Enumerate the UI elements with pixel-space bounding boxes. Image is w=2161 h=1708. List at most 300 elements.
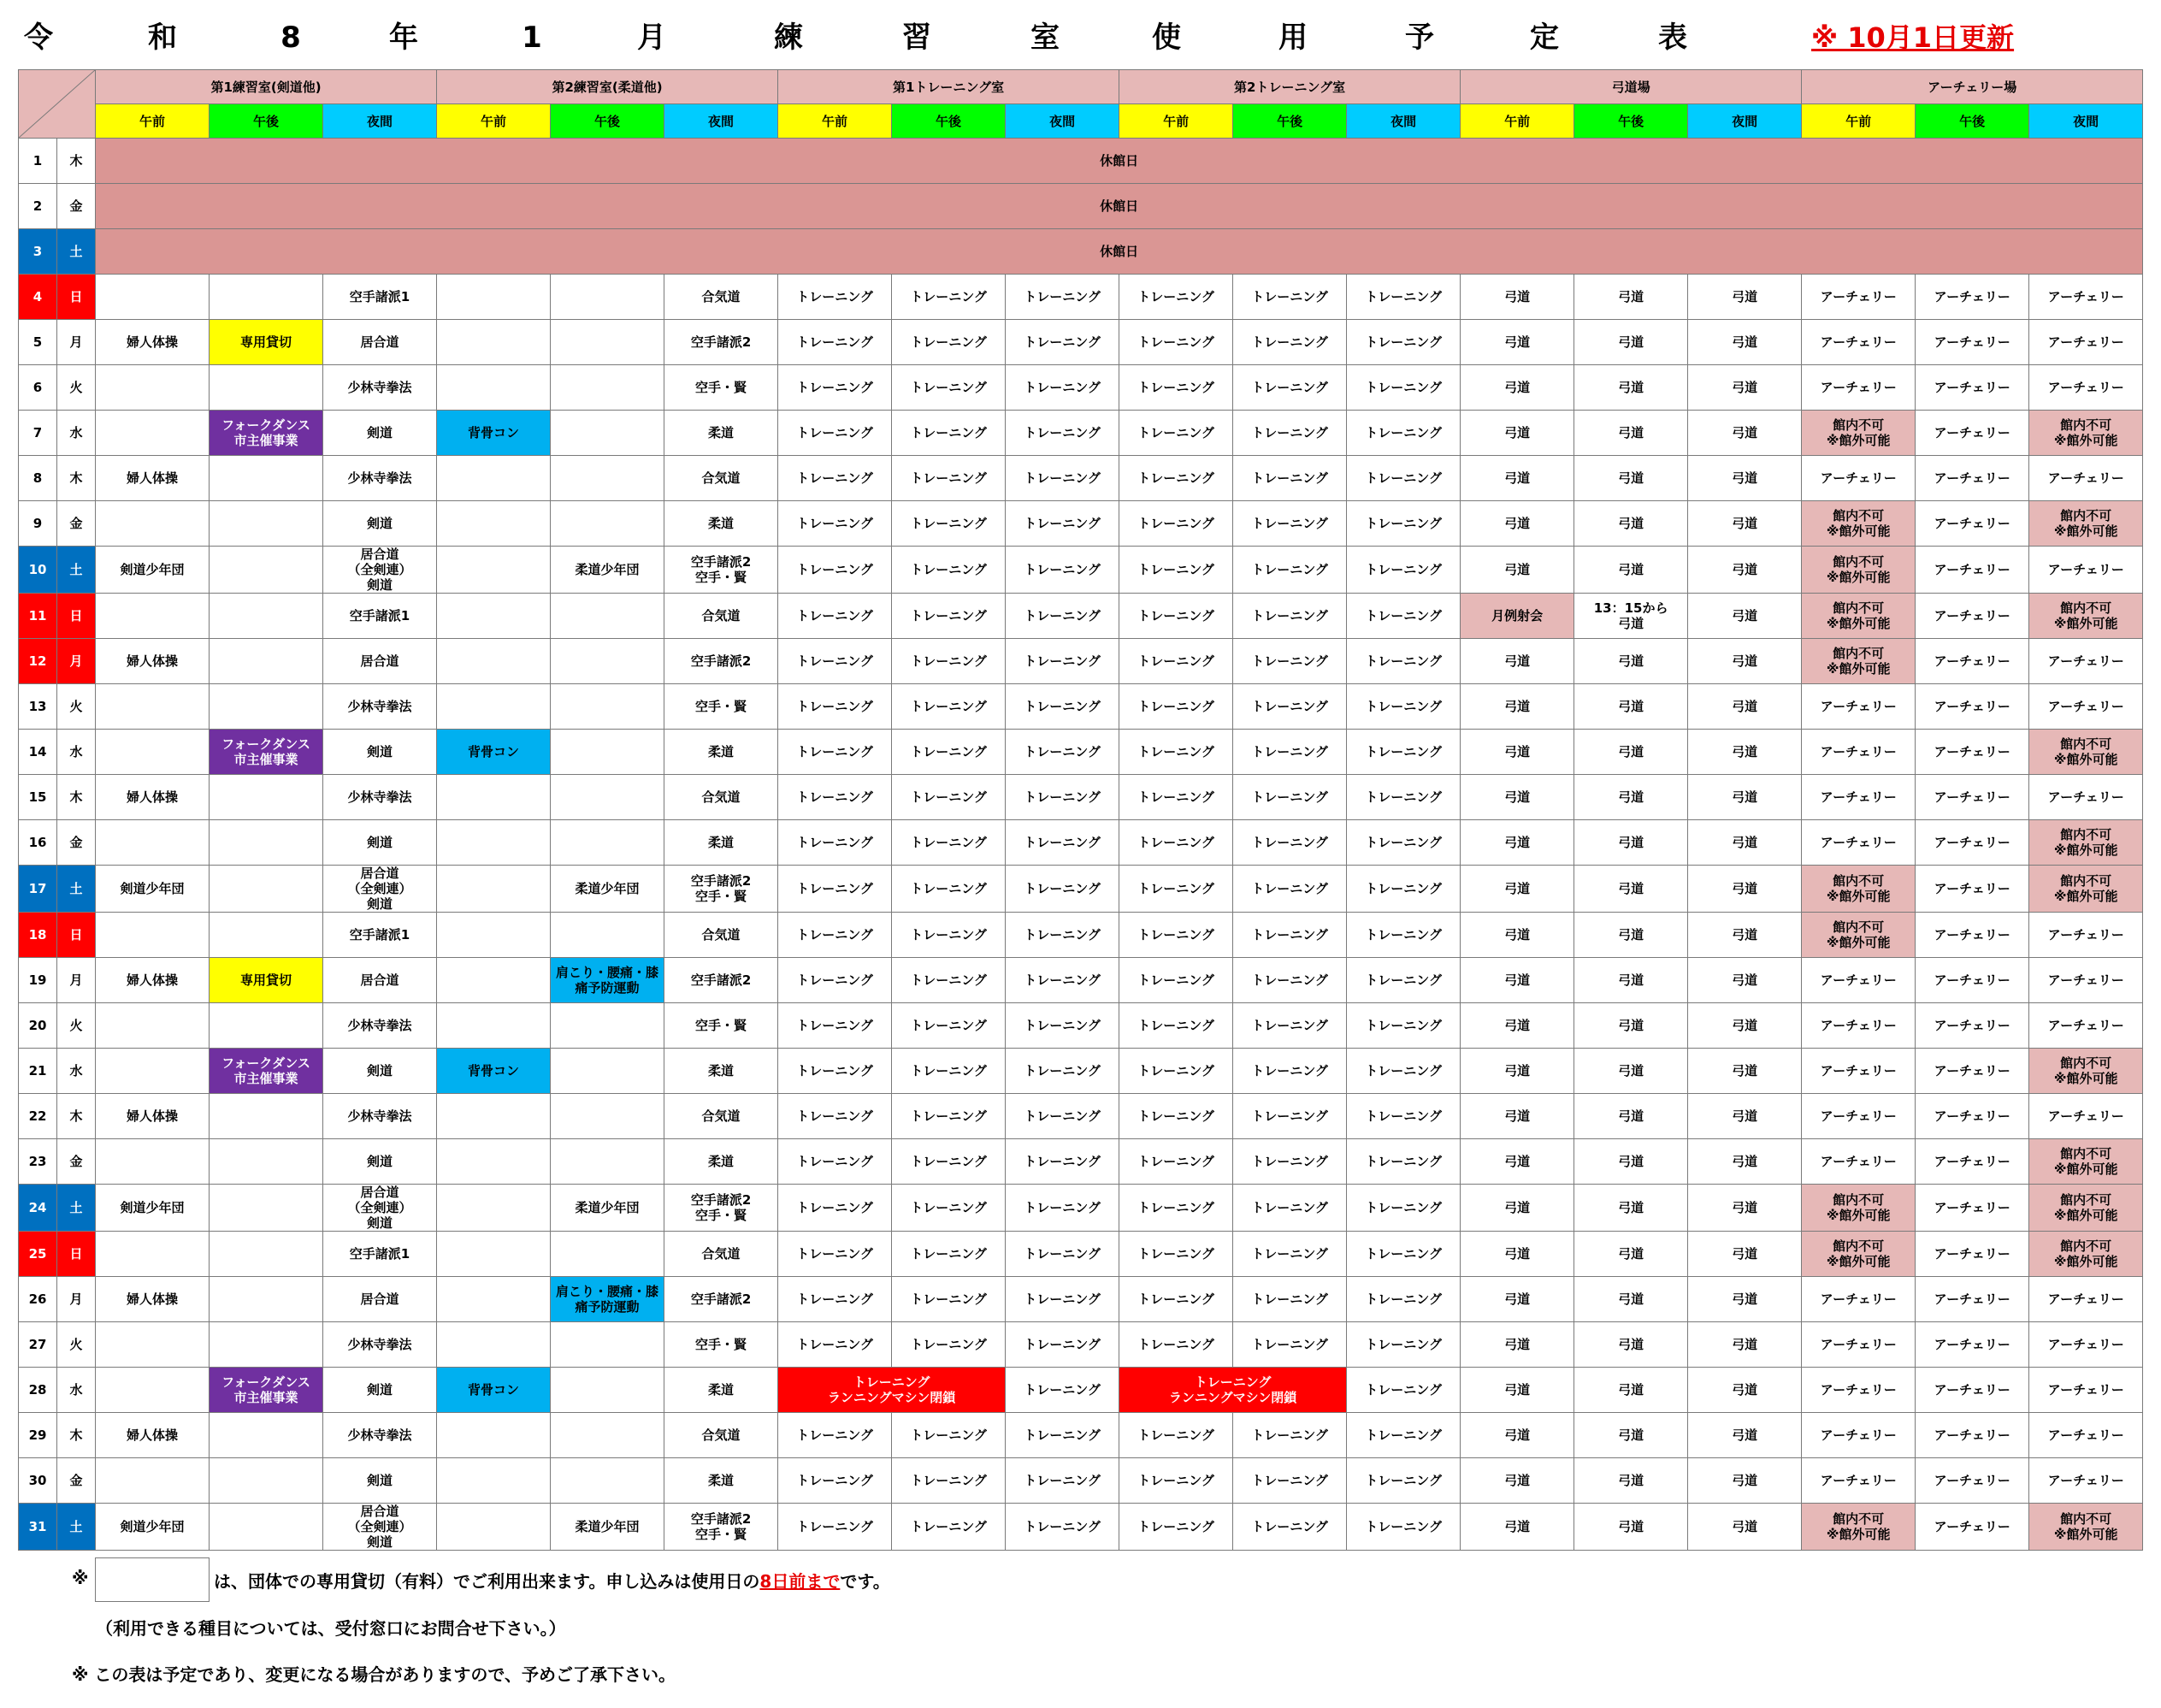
schedule-cell: アーチェリー	[1916, 1049, 2029, 1094]
schedule-cell: トレーニング	[892, 1049, 1006, 1094]
schedule-cell: 弓道	[1461, 913, 1574, 958]
schedule-cell: フォークダンス 市主催事業	[210, 1049, 323, 1094]
schedule-cell: 弓道	[1461, 320, 1574, 365]
period-header: 午後	[1233, 104, 1347, 139]
schedule-cell: 剣道	[323, 1049, 437, 1094]
schedule-cell	[551, 456, 664, 501]
schedule-cell: アーチェリー	[1802, 958, 1916, 1003]
title-char: 用	[1278, 21, 1308, 55]
schedule-cell: 館内不可 ※館外可能	[1802, 866, 1916, 913]
diagonal-line-icon	[19, 70, 95, 138]
schedule-cell: アーチェリー	[1802, 456, 1916, 501]
schedule-cell: トレーニング	[778, 1322, 892, 1368]
corner-cell	[19, 70, 96, 139]
schedule-cell: 剣道	[323, 730, 437, 775]
schedule-cell: 居合道 （全剣連） 剣道	[323, 1185, 437, 1232]
schedule-cell	[551, 1368, 664, 1413]
schedule-cell: 剣道少年団	[96, 866, 210, 913]
schedule-cell: トレーニング	[892, 775, 1006, 820]
schedule-cell	[437, 958, 551, 1003]
schedule-cell: トレーニング	[1006, 320, 1119, 365]
schedule-cell: 少林寺拳法	[323, 365, 437, 411]
schedule-table	[18, 69, 2143, 1551]
title-char: 年	[389, 21, 418, 55]
weekday: 日	[57, 275, 96, 320]
schedule-cell: トレーニング	[892, 365, 1006, 411]
schedule-cell: 少林寺拳法	[323, 1094, 437, 1139]
schedule-cell	[210, 275, 323, 320]
schedule-cell: トレーニング	[892, 1232, 1006, 1277]
schedule-cell	[210, 1003, 323, 1049]
schedule-cell: 合気道	[664, 1413, 778, 1458]
day-row	[19, 1185, 2143, 1232]
schedule-cell: 弓道	[1688, 1185, 1802, 1232]
title-char: 使	[1152, 21, 1181, 55]
schedule-cell: 弓道	[1574, 684, 1688, 730]
schedule-cell: 剣道少年団	[96, 1504, 210, 1551]
schedule-cell: アーチェリー	[1916, 913, 2029, 958]
schedule-cell: 弓道	[1461, 365, 1574, 411]
weekday: 月	[57, 958, 96, 1003]
schedule-cell	[551, 639, 664, 684]
schedule-cell	[551, 1139, 664, 1185]
room-header: 第2練習室(柔道他)	[437, 70, 778, 104]
schedule-cell: 弓道	[1461, 820, 1574, 866]
day-row	[19, 1003, 2143, 1049]
schedule-cell: トレーニング	[778, 411, 892, 456]
schedule-cell: 弓道	[1574, 1413, 1688, 1458]
schedule-cell: 柔道	[664, 501, 778, 547]
day-number: 26	[19, 1277, 57, 1322]
period-header: 夜間	[1688, 104, 1802, 139]
schedule-cell: 弓道	[1461, 411, 1574, 456]
weekday: 火	[57, 365, 96, 411]
day-number: 25	[19, 1232, 57, 1277]
schedule-cell: トレーニング	[778, 913, 892, 958]
day-number: 21	[19, 1049, 57, 1094]
room-header: アーチェリー場	[1802, 70, 2143, 104]
weekday: 土	[57, 1504, 96, 1551]
schedule-cell: トレーニング	[1233, 1049, 1347, 1094]
schedule-cell: アーチェリー	[2029, 365, 2143, 411]
schedule-cell: トレーニング	[1119, 1413, 1233, 1458]
schedule-cell: アーチェリー	[2029, 958, 2143, 1003]
schedule-cell: 婦人体操	[96, 1413, 210, 1458]
schedule-cell	[96, 275, 210, 320]
schedule-cell: 弓道	[1574, 1368, 1688, 1413]
schedule-cell: トレーニング	[892, 547, 1006, 594]
schedule-cell: アーチェリー	[2029, 1003, 2143, 1049]
schedule-cell: トレーニング	[892, 411, 1006, 456]
day-row	[19, 547, 2143, 594]
schedule-cell: トレーニング	[778, 1504, 892, 1551]
day-number: 30	[19, 1458, 57, 1504]
schedule-cell	[551, 1003, 664, 1049]
schedule-cell: アーチェリー	[1916, 1504, 2029, 1551]
schedule-cell: 婦人体操	[96, 639, 210, 684]
schedule-cell: 館内不可 ※館外可能	[1802, 1232, 1916, 1277]
schedule-cell: トレーニング	[1347, 1049, 1461, 1094]
schedule-cell: 弓道	[1688, 958, 1802, 1003]
schedule-cell: トレーニング	[1233, 1139, 1347, 1185]
schedule-cell: 弓道	[1688, 820, 1802, 866]
schedule-cell: 弓道	[1461, 1003, 1574, 1049]
day-number: 3	[19, 229, 57, 275]
schedule-cell	[210, 775, 323, 820]
schedule-cell: アーチェリー	[1916, 1458, 2029, 1504]
weekday: 木	[57, 1094, 96, 1139]
schedule-cell: 弓道	[1688, 547, 1802, 594]
schedule-cell	[210, 456, 323, 501]
weekday: 土	[57, 547, 96, 594]
schedule-cell: トレーニング	[1233, 913, 1347, 958]
schedule-cell: アーチェリー	[1916, 1277, 2029, 1322]
schedule-cell: トレーニング	[1233, 1232, 1347, 1277]
schedule-cell: アーチェリー	[2029, 1413, 2143, 1458]
schedule-cell: トレーニング	[1233, 594, 1347, 639]
schedule-cell: アーチェリー	[1916, 411, 2029, 456]
schedule-cell: トレーニング	[892, 1094, 1006, 1139]
schedule-cell: トレーニング	[1347, 594, 1461, 639]
schedule-cell: 館内不可 ※館外可能	[1802, 639, 1916, 684]
schedule-cell: トレーニング	[1347, 456, 1461, 501]
schedule-cell	[437, 1185, 551, 1232]
schedule-cell: トレーニング	[1233, 866, 1347, 913]
schedule-cell	[551, 684, 664, 730]
schedule-cell: トレーニング	[1119, 456, 1233, 501]
schedule-cell: トレーニング	[892, 594, 1006, 639]
schedule-cell: 弓道	[1688, 1277, 1802, 1322]
schedule-cell: アーチェリー	[2029, 1094, 2143, 1139]
schedule-cell: トレーニング	[892, 1277, 1006, 1322]
footer-line-1-end: です。	[840, 1571, 890, 1592]
schedule-cell: 弓道	[1574, 1049, 1688, 1094]
schedule-cell	[96, 1049, 210, 1094]
schedule-cell: 剣道	[323, 820, 437, 866]
period-header: 午前	[96, 104, 210, 139]
schedule-cell: 弓道	[1574, 820, 1688, 866]
schedule-cell	[551, 501, 664, 547]
schedule-cell: トレーニング	[1233, 820, 1347, 866]
closed-day-cell: 休館日	[96, 184, 2143, 229]
schedule-cell: トレーニング	[892, 1504, 1006, 1551]
schedule-cell: 弓道	[1574, 1504, 1688, 1551]
schedule-cell: トレーニング	[892, 684, 1006, 730]
schedule-cell: 弓道	[1461, 1368, 1574, 1413]
schedule-cell	[437, 1322, 551, 1368]
schedule-cell: 館内不可 ※館外可能	[1802, 411, 1916, 456]
day-row	[19, 1232, 2143, 1277]
schedule-cell: 柔道	[664, 1368, 778, 1413]
day-row	[19, 684, 2143, 730]
schedule-cell	[437, 1232, 551, 1277]
day-number: 18	[19, 913, 57, 958]
day-number: 17	[19, 866, 57, 913]
schedule-cell: アーチェリー	[2029, 456, 2143, 501]
schedule-cell: 弓道	[1688, 411, 1802, 456]
schedule-cell: トレーニング	[1006, 958, 1119, 1003]
schedule-cell: トレーニング	[778, 684, 892, 730]
schedule-cell: トレーニング	[892, 501, 1006, 547]
schedule-cell: トレーニング	[1233, 320, 1347, 365]
period-header: 午前	[1119, 104, 1233, 139]
schedule-cell: トレーニング ランニングマシン閉鎖	[1119, 1368, 1347, 1413]
schedule-cell: 弓道	[1461, 1504, 1574, 1551]
schedule-cell: 柔道	[664, 1139, 778, 1185]
schedule-cell: 館内不可 ※館外可能	[2029, 594, 2143, 639]
schedule-cell: トレーニング	[1119, 1094, 1233, 1139]
period-header: 午前	[437, 104, 551, 139]
schedule-cell	[551, 1458, 664, 1504]
schedule-cell: トレーニング	[1006, 1322, 1119, 1368]
day-row	[19, 184, 2143, 229]
period-header: 午前	[1802, 104, 1916, 139]
schedule-cell: 弓道	[1461, 547, 1574, 594]
schedule-cell: 弓道	[1574, 639, 1688, 684]
day-number: 7	[19, 411, 57, 456]
schedule-cell: 弓道	[1574, 866, 1688, 913]
schedule-cell	[437, 820, 551, 866]
schedule-cell: 弓道	[1574, 275, 1688, 320]
schedule-cell: トレーニング	[1233, 275, 1347, 320]
schedule-cell: トレーニング	[1233, 1322, 1347, 1368]
day-row	[19, 730, 2143, 775]
period-header: 夜間	[323, 104, 437, 139]
schedule-cell: トレーニング	[1347, 320, 1461, 365]
schedule-cell: トレーニング	[892, 958, 1006, 1003]
schedule-cell: 弓道	[1688, 1368, 1802, 1413]
day-number: 20	[19, 1003, 57, 1049]
day-row	[19, 275, 2143, 320]
day-row	[19, 1277, 2143, 1322]
schedule-cell: 弓道	[1461, 730, 1574, 775]
schedule-cell: アーチェリー	[1916, 547, 2029, 594]
schedule-cell: 婦人体操	[96, 320, 210, 365]
schedule-cell	[210, 1185, 323, 1232]
period-header: 夜間	[664, 104, 778, 139]
period-header: 夜間	[2029, 104, 2143, 139]
schedule-cell: トレーニング	[1119, 547, 1233, 594]
schedule-cell: トレーニング	[1347, 913, 1461, 958]
period-header: 午後	[210, 104, 323, 139]
schedule-cell: トレーニング	[1347, 730, 1461, 775]
schedule-cell: トレーニング	[778, 1094, 892, 1139]
schedule-cell: 弓道	[1688, 1094, 1802, 1139]
schedule-cell: トレーニング	[1233, 411, 1347, 456]
schedule-cell: トレーニング	[778, 866, 892, 913]
schedule-cell: トレーニング	[1233, 958, 1347, 1003]
day-row	[19, 501, 2143, 547]
schedule-cell: トレーニング	[1347, 1003, 1461, 1049]
weekday: 木	[57, 775, 96, 820]
schedule-cell: 肩こり・腰痛・膝痛予防運動	[551, 1277, 664, 1322]
schedule-cell: 弓道	[1688, 730, 1802, 775]
weekday: 木	[57, 1413, 96, 1458]
day-row	[19, 1413, 2143, 1458]
schedule-cell: アーチェリー	[1916, 1413, 2029, 1458]
schedule-cell: トレーニング	[1347, 1094, 1461, 1139]
schedule-cell: 弓道	[1688, 275, 1802, 320]
weekday: 火	[57, 684, 96, 730]
schedule-cell: 居合道 （全剣連） 剣道	[323, 1504, 437, 1551]
schedule-cell: 合気道	[664, 1094, 778, 1139]
day-number: 13	[19, 684, 57, 730]
schedule-cell: 少林寺拳法	[323, 1413, 437, 1458]
schedule-cell: 背骨コン	[437, 411, 551, 456]
schedule-cell	[96, 1322, 210, 1368]
schedule-cell: トレーニング	[1347, 1277, 1461, 1322]
schedule-cell	[96, 365, 210, 411]
schedule-cell: 婦人体操	[96, 1277, 210, 1322]
title-char: 習	[902, 21, 931, 55]
schedule-cell: 柔道	[664, 1049, 778, 1094]
schedule-cell: 弓道	[1688, 1458, 1802, 1504]
schedule-cell: 弓道	[1461, 1139, 1574, 1185]
weekday: 水	[57, 1368, 96, 1413]
schedule-cell: トレーニング	[1347, 275, 1461, 320]
schedule-cell: トレーニング	[1233, 730, 1347, 775]
schedule-cell: アーチェリー	[1916, 1139, 2029, 1185]
schedule-cell: 剣道少年団	[96, 1185, 210, 1232]
schedule-cell: トレーニング	[1006, 1368, 1119, 1413]
schedule-cell: トレーニング	[1119, 275, 1233, 320]
day-row	[19, 820, 2143, 866]
schedule-cell: トレーニング	[778, 1049, 892, 1094]
day-number: 11	[19, 594, 57, 639]
schedule-cell	[210, 1322, 323, 1368]
schedule-cell: トレーニング	[1233, 1094, 1347, 1139]
schedule-cell: アーチェリー	[1802, 730, 1916, 775]
weekday: 火	[57, 1322, 96, 1368]
schedule-cell: 空手諸派2 空手・賢	[664, 547, 778, 594]
schedule-cell: アーチェリー	[2029, 275, 2143, 320]
schedule-cell: トレーニング	[778, 1139, 892, 1185]
schedule-cell: トレーニング	[1233, 365, 1347, 411]
schedule-cell: 弓道	[1574, 1185, 1688, 1232]
schedule-cell	[96, 501, 210, 547]
weekday: 土	[57, 229, 96, 275]
weekday: 土	[57, 1185, 96, 1232]
schedule-cell: アーチェリー	[1802, 1413, 1916, 1458]
schedule-cell	[551, 820, 664, 866]
schedule-cell: トレーニング	[1006, 775, 1119, 820]
schedule-cell: 合気道	[664, 775, 778, 820]
schedule-cell: 館内不可 ※館外可能	[2029, 866, 2143, 913]
day-row	[19, 594, 2143, 639]
schedule-cell: アーチェリー	[2029, 684, 2143, 730]
schedule-cell: アーチェリー	[1802, 1277, 1916, 1322]
schedule-cell: トレーニング	[1347, 1185, 1461, 1232]
schedule-cell: トレーニング	[1119, 775, 1233, 820]
day-number: 27	[19, 1322, 57, 1368]
schedule-cell: アーチェリー	[1916, 684, 2029, 730]
schedule-cell: トレーニング	[1347, 1232, 1461, 1277]
day-number: 1	[19, 139, 57, 184]
schedule-cell: トレーニング	[1233, 1458, 1347, 1504]
schedule-cell: 合気道	[664, 913, 778, 958]
schedule-cell	[437, 1139, 551, 1185]
schedule-cell: 空手諸派1	[323, 594, 437, 639]
schedule-cell: トレーニング	[778, 958, 892, 1003]
schedule-cell: アーチェリー	[1916, 1003, 2029, 1049]
schedule-cell: トレーニング	[778, 1232, 892, 1277]
room-header: 弓道場	[1461, 70, 1802, 104]
schedule-cell: トレーニング	[1119, 1139, 1233, 1185]
schedule-cell: トレーニング	[1119, 1003, 1233, 1049]
closed-day-cell: 休館日	[96, 139, 2143, 184]
schedule-cell: トレーニング	[1006, 1413, 1119, 1458]
schedule-cell: トレーニング	[778, 365, 892, 411]
schedule-cell: 剣道	[323, 411, 437, 456]
weekday: 月	[57, 639, 96, 684]
schedule-cell: アーチェリー	[1916, 866, 2029, 913]
day-number: 16	[19, 820, 57, 866]
schedule-cell: 柔道少年団	[551, 866, 664, 913]
schedule-cell: 弓道	[1574, 411, 1688, 456]
schedule-cell: トレーニング	[892, 320, 1006, 365]
schedule-cell: 弓道	[1574, 456, 1688, 501]
schedule-cell: トレーニング ランニングマシン閉鎖	[778, 1368, 1006, 1413]
schedule-cell: 弓道	[1574, 320, 1688, 365]
schedule-cell: トレーニング	[892, 275, 1006, 320]
weekday: 水	[57, 730, 96, 775]
schedule-cell	[96, 1003, 210, 1049]
schedule-cell: 婦人体操	[96, 958, 210, 1003]
schedule-cell: アーチェリー	[2029, 320, 2143, 365]
schedule-cell: トレーニング	[1347, 1413, 1461, 1458]
day-number: 14	[19, 730, 57, 775]
schedule-cell: アーチェリー	[1916, 1322, 2029, 1368]
schedule-cell: アーチェリー	[1802, 1094, 1916, 1139]
schedule-cell: トレーニング	[1347, 365, 1461, 411]
weekday: 土	[57, 866, 96, 913]
schedule-cell: 柔道	[664, 411, 778, 456]
schedule-cell: 弓道	[1688, 1003, 1802, 1049]
title-char: 1	[522, 21, 542, 55]
schedule-cell: 弓道	[1688, 775, 1802, 820]
schedule-cell: 弓道	[1574, 1139, 1688, 1185]
schedule-cell: アーチェリー	[1802, 1139, 1916, 1185]
day-number: 12	[19, 639, 57, 684]
schedule-cell: トレーニング	[1006, 684, 1119, 730]
schedule-cell	[437, 1413, 551, 1458]
schedule-cell: 柔道	[664, 820, 778, 866]
day-number: 24	[19, 1185, 57, 1232]
schedule-cell: 柔道少年団	[551, 1185, 664, 1232]
schedule-cell: 弓道	[1688, 365, 1802, 411]
schedule-cell: アーチェリー	[1802, 684, 1916, 730]
schedule-cell: 弓道	[1688, 1139, 1802, 1185]
schedule-cell: 弓道	[1574, 547, 1688, 594]
schedule-cell: アーチェリー	[1916, 1368, 2029, 1413]
schedule-cell: トレーニング	[778, 501, 892, 547]
schedule-cell: 居合道	[323, 958, 437, 1003]
weekday: 火	[57, 1003, 96, 1049]
schedule-cell: トレーニング	[1233, 775, 1347, 820]
schedule-cell	[437, 501, 551, 547]
schedule-cell	[437, 275, 551, 320]
schedule-cell: 居合道 （全剣連） 剣道	[323, 866, 437, 913]
schedule-cell: 居合道	[323, 639, 437, 684]
schedule-cell: トレーニング	[1119, 320, 1233, 365]
day-number: 22	[19, 1094, 57, 1139]
schedule-cell: トレーニング	[1006, 547, 1119, 594]
schedule-cell: 空手諸派2	[664, 1277, 778, 1322]
schedule-cell	[96, 730, 210, 775]
schedule-cell: アーチェリー	[1802, 1458, 1916, 1504]
schedule-cell: 弓道	[1574, 958, 1688, 1003]
schedule-cell: トレーニング	[778, 1413, 892, 1458]
